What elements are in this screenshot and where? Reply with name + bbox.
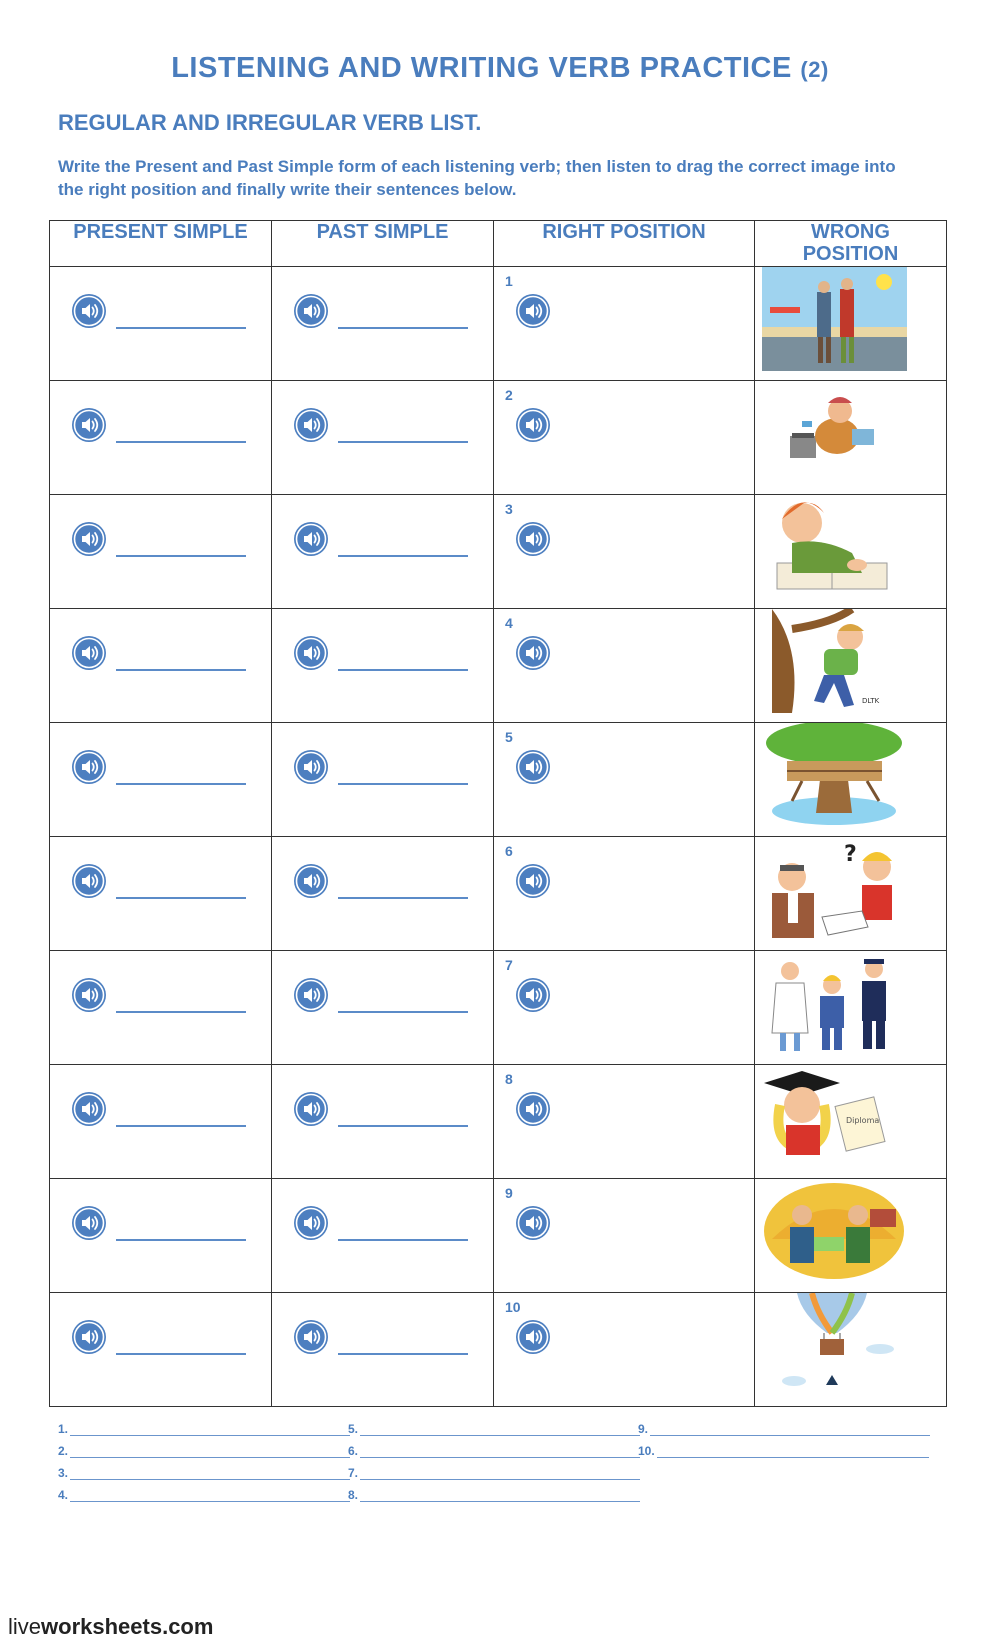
header-present-simple: PRESENT SIMPLE (50, 221, 272, 267)
table-header-row (50, 221, 947, 267)
past-simple-answer-blank[interactable] (338, 1011, 468, 1013)
speaker-icon[interactable] (72, 636, 106, 670)
wrong-position-cell (755, 951, 947, 1065)
sentence-line[interactable] (58, 1422, 350, 1436)
row-number: 1 (505, 273, 513, 289)
speaker-icon[interactable] (516, 1320, 550, 1354)
past-simple-cell (272, 267, 494, 381)
table-row (50, 837, 947, 951)
row-number: 2 (505, 387, 513, 403)
sentence-line[interactable] (58, 1466, 350, 1480)
row-number: 4 (505, 615, 513, 631)
right-position-cell[interactable] (494, 495, 755, 609)
present-simple-answer-blank[interactable] (116, 783, 246, 785)
header-wrong-position (755, 221, 947, 267)
workers-doctor-police-image[interactable] (762, 951, 907, 1055)
sentence-number: 7. (348, 1466, 359, 1480)
past-simple-cell (272, 1179, 494, 1293)
speaker-icon[interactable] (516, 978, 550, 1012)
wrong-position-cell (755, 1065, 947, 1179)
past-simple-answer-blank[interactable] (338, 327, 468, 329)
right-position-cell[interactable] (494, 1065, 755, 1179)
present-simple-cell (50, 723, 272, 837)
verb-table (49, 220, 947, 1407)
speaker-icon[interactable] (72, 408, 106, 442)
present-simple-answer-blank[interactable] (116, 1239, 246, 1241)
present-simple-answer-blank[interactable] (116, 1125, 246, 1127)
sentence-number: 8. (348, 1488, 359, 1502)
wrong-position-cell (755, 1179, 947, 1293)
present-simple-cell (50, 837, 272, 951)
boy-reading-book-image[interactable] (762, 495, 907, 599)
present-simple-cell (50, 1065, 272, 1179)
page-title-suffix: (2) (800, 57, 829, 82)
table-row (50, 1065, 947, 1179)
past-simple-cell (272, 1065, 494, 1179)
present-simple-cell (50, 609, 272, 723)
present-simple-cell (50, 1293, 272, 1407)
right-position-cell[interactable] (494, 1179, 755, 1293)
footer-brand-name: worksheets (41, 1614, 163, 1639)
speaker-icon[interactable] (72, 1320, 106, 1354)
right-position-cell[interactable] (494, 723, 755, 837)
past-simple-answer-blank[interactable] (338, 783, 468, 785)
row-number: 7 (505, 957, 513, 973)
footer-suffix: .com (162, 1614, 214, 1639)
table-row (50, 609, 947, 723)
wrong-position-cell (755, 381, 947, 495)
sentence-answer-blank[interactable] (650, 1423, 930, 1436)
speaker-icon[interactable] (72, 522, 106, 556)
past-simple-cell (272, 837, 494, 951)
present-simple-answer-blank[interactable] (116, 555, 246, 557)
wrong-position-cell (755, 723, 947, 837)
wrong-position-cell (755, 267, 947, 381)
wrong-position-cell (755, 1293, 947, 1407)
boy-climbing-tree-image[interactable] (762, 609, 907, 713)
sentence-number: 4. (58, 1488, 69, 1502)
graduate-girl-image[interactable] (762, 1065, 907, 1169)
present-simple-cell (50, 381, 272, 495)
sentence-answer-blank[interactable] (360, 1489, 640, 1502)
sentence-answer-blank[interactable] (657, 1445, 929, 1458)
sentence-number: 1. (58, 1422, 69, 1436)
speaker-icon[interactable] (294, 408, 328, 442)
past-simple-cell (272, 723, 494, 837)
row-number: 3 (505, 501, 513, 517)
man-cooking-image[interactable] (762, 381, 907, 485)
speaker-icon[interactable] (72, 1206, 106, 1240)
speaker-icon[interactable] (516, 750, 550, 784)
speaker-icon[interactable] (294, 294, 328, 328)
sentence-number: 9. (638, 1422, 649, 1436)
past-simple-cell (272, 609, 494, 723)
right-position-cell[interactable] (494, 381, 755, 495)
sentence-answer-blank[interactable] (70, 1445, 350, 1458)
sentence-answer-blank[interactable] (360, 1423, 640, 1436)
sentence-line[interactable] (348, 1466, 640, 1480)
table-row (50, 951, 947, 1065)
couple-at-beach-image[interactable] (762, 267, 907, 371)
wrong-position-cell (755, 495, 947, 609)
sentence-answer-blank[interactable] (360, 1445, 640, 1458)
table-row (50, 381, 947, 495)
sentence-line[interactable] (348, 1444, 640, 1458)
speaker-icon[interactable] (294, 750, 328, 784)
instructions: Write the Present and Past Simple form of each listening verb; then listen to drag the correct image into the right position and finally write their sentences below. (58, 157, 896, 199)
right-position-cell[interactable] (494, 1293, 755, 1407)
right-position-cell[interactable] (494, 267, 755, 381)
sentence-answer-blank[interactable] (70, 1467, 350, 1480)
speaker-icon[interactable] (294, 864, 328, 898)
speaker-icon[interactable] (516, 636, 550, 670)
present-simple-answer-blank[interactable] (116, 1011, 246, 1013)
footer-brand (8, 1614, 213, 1640)
speaker-icon[interactable] (516, 522, 550, 556)
sentence-number: 2. (58, 1444, 69, 1458)
header-past-simple: PAST SIMPLE (272, 221, 494, 267)
past-simple-answer-blank[interactable] (338, 669, 468, 671)
speaker-icon[interactable] (294, 636, 328, 670)
table-row (50, 267, 947, 381)
sentence-line[interactable] (58, 1444, 350, 1458)
speaker-icon[interactable] (72, 864, 106, 898)
row-number: 5 (505, 729, 513, 745)
hot-air-balloon-image[interactable] (762, 1293, 907, 1397)
speaker-icon[interactable] (516, 1092, 550, 1126)
speaker-icon[interactable] (294, 978, 328, 1012)
present-simple-answer-blank[interactable] (116, 897, 246, 899)
table-row (50, 1179, 947, 1293)
treehouse-image[interactable] (762, 723, 907, 827)
speaker-icon[interactable] (294, 1320, 328, 1354)
past-simple-answer-blank[interactable] (338, 1353, 468, 1355)
past-simple-cell (272, 1293, 494, 1407)
svg-text:Diploma: Diploma (846, 1116, 880, 1125)
table-row (50, 723, 947, 837)
footer-prefix: live (8, 1614, 42, 1639)
present-simple-cell (50, 951, 272, 1065)
sentence-line[interactable] (638, 1422, 930, 1436)
past-simple-answer-blank[interactable] (338, 555, 468, 557)
present-simple-cell (50, 1179, 272, 1293)
sentence-number: 3. (58, 1466, 69, 1480)
header-right-position: RIGHT POSITION (494, 221, 755, 267)
present-simple-cell (50, 267, 272, 381)
past-simple-cell (272, 951, 494, 1065)
sentence-line[interactable] (58, 1488, 350, 1502)
svg-text:?: ? (844, 842, 857, 867)
speaker-icon[interactable] (516, 1206, 550, 1240)
present-simple-answer-blank[interactable] (116, 1353, 246, 1355)
speaker-icon[interactable] (72, 294, 106, 328)
present-simple-answer-blank[interactable] (116, 327, 246, 329)
row-number: 6 (505, 843, 513, 859)
page-title (0, 52, 1000, 85)
page-subtitle: REGULAR AND IRREGULAR VERB LIST. (58, 110, 482, 135)
table-row (50, 1293, 947, 1407)
speaker-icon[interactable] (294, 522, 328, 556)
past-simple-answer-blank[interactable] (338, 1239, 468, 1241)
sentence-answer-blank[interactable] (70, 1489, 350, 1502)
row-number: 10 (505, 1299, 521, 1315)
speaker-icon[interactable] (516, 294, 550, 328)
speaker-icon[interactable] (72, 1092, 106, 1126)
sentence-answer-blank[interactable] (70, 1423, 350, 1436)
men-trading-image[interactable] (762, 1179, 907, 1283)
sentence-line[interactable] (348, 1422, 640, 1436)
past-simple-cell (272, 381, 494, 495)
speaker-icon[interactable] (72, 978, 106, 1012)
svg-text:DLTK: DLTK (862, 697, 880, 705)
speaker-icon[interactable] (294, 1092, 328, 1126)
table-row (50, 495, 947, 609)
speaker-icon[interactable] (516, 408, 550, 442)
speaker-icon[interactable] (294, 1206, 328, 1240)
sentence-answer-blank[interactable] (360, 1467, 640, 1480)
sentence-line[interactable] (638, 1444, 929, 1458)
page-title-text: LISTENING AND WRITING VERB PRACTICE (171, 52, 792, 84)
row-number: 8 (505, 1071, 513, 1087)
sentence-number: 10. (638, 1444, 655, 1458)
past-simple-answer-blank[interactable] (338, 897, 468, 899)
present-simple-answer-blank[interactable] (116, 441, 246, 443)
past-simple-answer-blank[interactable] (338, 1125, 468, 1127)
wrong-position-cell (755, 609, 947, 723)
header-wrong-line1: WRONG (811, 221, 890, 243)
sentence-line[interactable] (348, 1488, 640, 1502)
header-wrong-line2: POSITION (802, 243, 899, 265)
present-simple-answer-blank[interactable] (116, 669, 246, 671)
right-position-cell[interactable] (494, 837, 755, 951)
sentence-number: 6. (348, 1444, 359, 1458)
present-simple-cell (50, 495, 272, 609)
sentence-number: 5. (348, 1422, 359, 1436)
speaker-icon[interactable] (516, 864, 550, 898)
boy-asking-question-image[interactable] (762, 837, 907, 941)
right-position-cell[interactable] (494, 951, 755, 1065)
past-simple-answer-blank[interactable] (338, 441, 468, 443)
speaker-icon[interactable] (72, 750, 106, 784)
row-number: 9 (505, 1185, 513, 1201)
right-position-cell[interactable] (494, 609, 755, 723)
wrong-position-cell (755, 837, 947, 951)
past-simple-cell (272, 495, 494, 609)
